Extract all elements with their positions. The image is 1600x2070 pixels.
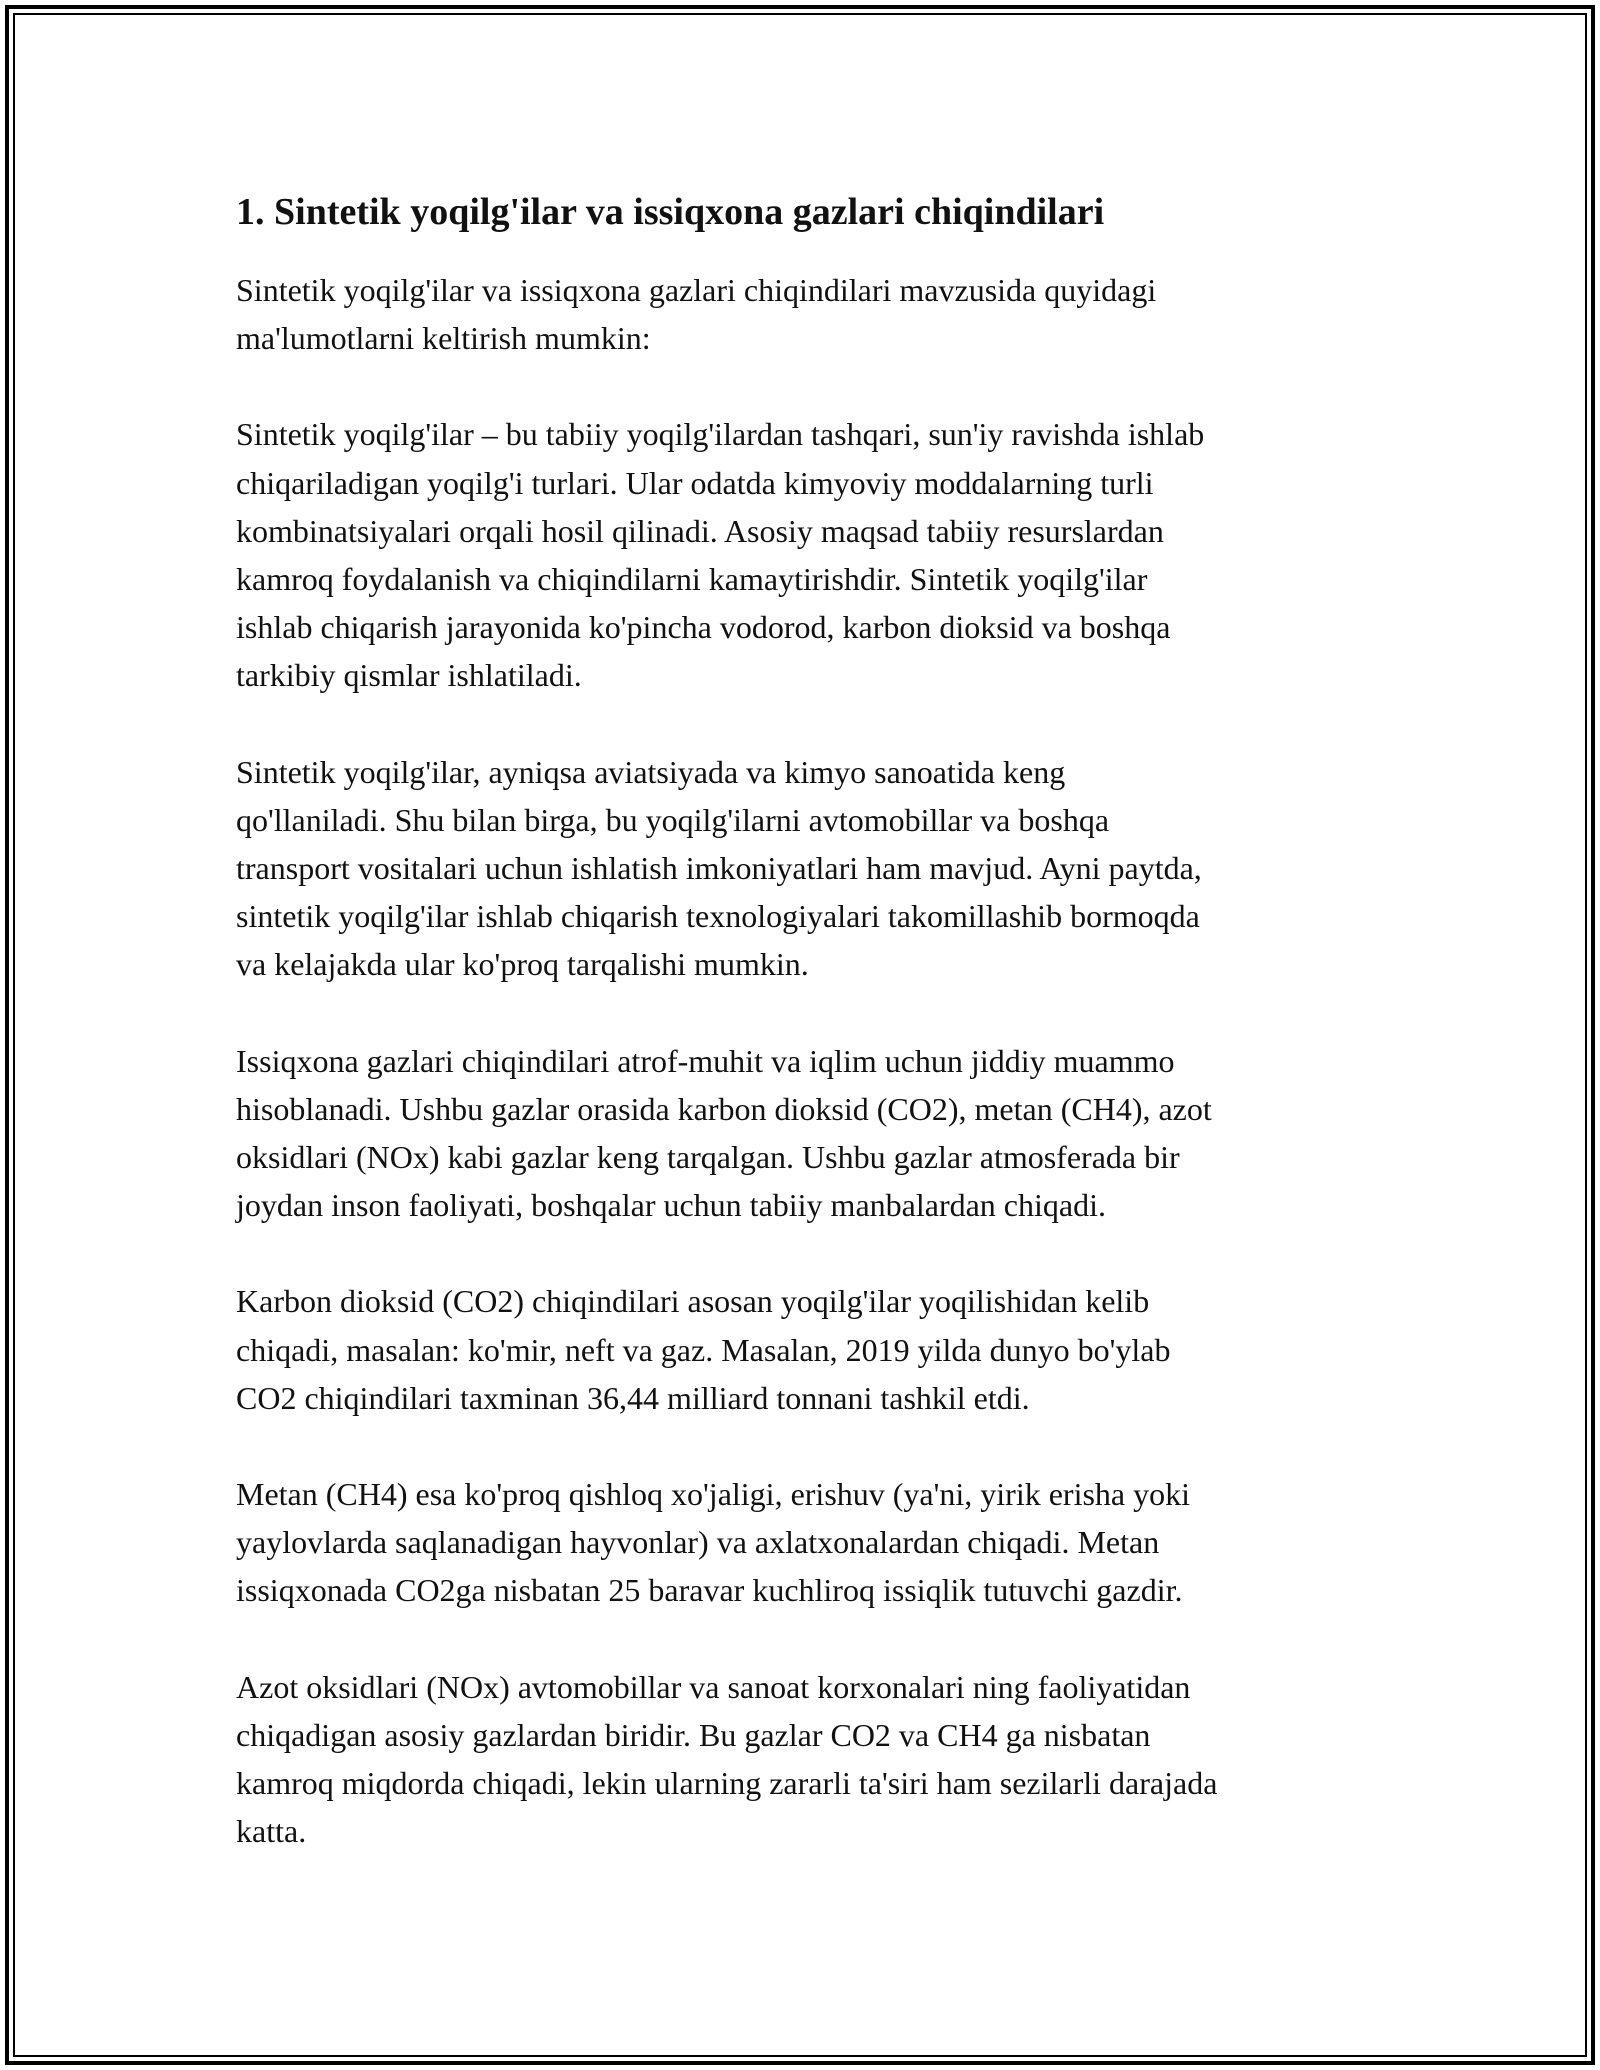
text-line: kombinatsiyalari orqali hosil qilinadi. Asosiy maqsad tabiiy resurslardan [236, 512, 1164, 549]
text-line: ma'lumotlarni keltirish mumkin: [236, 320, 651, 357]
text-line: kamroq miqdorda chiqadi, lekin ularning zararli ta'siri ham sezilarli darajada [236, 1765, 1218, 1802]
body-paragraph [236, 1037, 1376, 1230]
text-line: sintetik yoqilg'ilar ishlab chiqarish texnologiyalari takomillashib bormoqda [236, 898, 1200, 935]
document-body [236, 186, 1376, 1903]
text-line: chiqariladigan yoqilg'i turlari. Ular odatda kimyoviy moddalarning turli [236, 464, 1154, 501]
text-line: joydan inson faoliyati, boshqalar uchun tabiiy manbalardan chiqadi. [236, 1187, 1106, 1224]
text-line: katta. [236, 1813, 307, 1850]
text-line: Issiqxona gazlari chiqindilari atrof-muhit va iqlim uchun jiddiy muammo [236, 1042, 1175, 1079]
section-heading: 1. Sintetik yoqilg'ilar va issiqxona gazlari chiqindilari [236, 191, 1105, 233]
paragraph-list [236, 266, 1376, 1855]
text-line: tarkibiy qismlar ishlatiladi. [236, 657, 582, 694]
text-line: va kelajakda ular ko'proq tarqalishi mumkin. [236, 946, 809, 983]
text-line: Azot oksidlari (NOx) avtomobillar va sanoat korxonalari ning faoliyatidan [236, 1668, 1191, 1705]
text-line: qo'llaniladi. Shu bilan birga, bu yoqilg'ilarni avtomobillar va boshqa [236, 801, 1110, 838]
text-line: ishlab chiqarish jarayonida ko'pincha vodorod, karbon dioksid va boshqa [236, 609, 1171, 646]
body-paragraph [236, 1663, 1376, 1856]
body-paragraph [236, 266, 1376, 362]
text-line: issiqxonada CO2ga nisbatan 25 baravar kuchliroq issiqlik tutuvchi gazdir. [236, 1572, 1183, 1609]
body-paragraph [236, 410, 1376, 699]
text-line: Sintetik yoqilg'ilar, ayniqsa aviatsiyada va kimyo sanoatida keng [236, 753, 1066, 790]
text-line: kamroq foydalanish va chiqindilarni kamaytirishdir. Sintetik yoqilg'ilar [236, 561, 1148, 598]
text-line: Karbon dioksid (CO2) chiqindilari asosan yoqilg'ilar yoqilishidan kelib [236, 1283, 1150, 1320]
text-line: CO2 chiqindilari taxminan 36,44 milliard tonnani tashkil etdi. [236, 1379, 1030, 1416]
text-line: Sintetik yoqilg'ilar va issiqxona gazlari chiqindilari mavzusida quyidagi [236, 272, 1157, 308]
text-line: Sintetik yoqilg'ilar – bu tabiiy yoqilg'ilardan tashqari, sun'iy ravishda ishlab [236, 416, 1205, 453]
text-line: Metan (CH4) esa ko'proq qishloq xo'jaligi, erishuv (ya'ni, yirik erisha yoki [236, 1476, 1191, 1513]
text-line: chiqadi, masalan: ko'mir, neft va gaz. Masalan, 2019 yilda dunyo bo'ylab [236, 1331, 1171, 1368]
text-line: yaylovlarda saqlanadigan hayvonlar) va axlatxonalardan chiqadi. Metan [236, 1524, 1160, 1561]
text-line: transport vositalari uchun ishlatish imkoniyatlari ham mavjud. Ayni paytda, [236, 850, 1202, 887]
text-line: hisoblanadi. Ushbu gazlar orasida karbon dioksid (CO2), metan (CH4), azot [236, 1090, 1212, 1127]
text-line: oksidlari (NOx) kabi gazlar keng tarqalgan. Ushbu gazlar atmosferada bir [236, 1139, 1180, 1176]
body-paragraph [236, 1470, 1376, 1615]
text-line: chiqadigan asosiy gazlardan biridir. Bu gazlar CO2 va CH4 ga nisbatan [236, 1716, 1151, 1753]
body-paragraph [236, 1277, 1376, 1422]
body-paragraph [236, 748, 1376, 989]
